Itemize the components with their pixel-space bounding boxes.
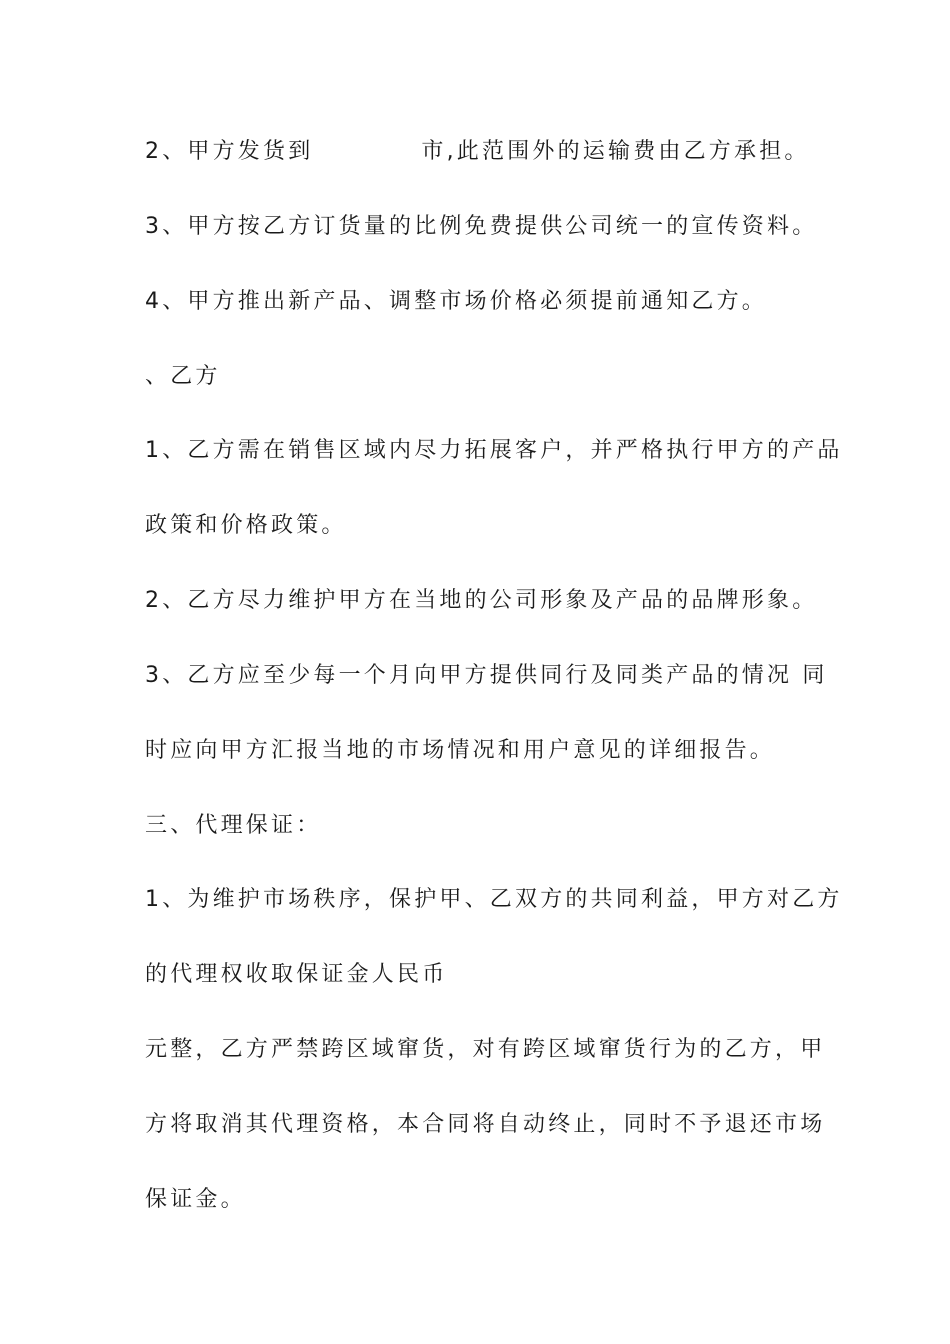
clause-g1-line2: 的代理权收取保证金人民币 (145, 962, 448, 987)
clause-b2: 2、乙方尽力维护甲方在当地的公司形象及产品的品牌形象。 (145, 588, 818, 613)
clause-b3-line1: 3、乙方应至少每一个月向甲方提供同行及同类产品的情况 同 (145, 663, 828, 688)
section-agency-guarantee-heading: 三、代理保证： (145, 813, 322, 838)
clause-g1-line1: 1、为维护市场秩序，保护甲、乙双方的共同利益，甲方对乙方 (145, 887, 843, 912)
clause-g1-line5: 保证金。 (145, 1187, 246, 1212)
section-party-b-heading: 、乙方 (145, 364, 221, 389)
clause-g1-line3: 元整，乙方严禁跨区域窜货，对有跨区域窜货行为的乙方，甲 (145, 1037, 826, 1062)
clause-new-products: 4、甲方推出新产品、调整市场价格必须提前通知乙方。 (145, 289, 767, 314)
clause-delivery-start: 2、甲方发货到 (145, 139, 314, 164)
clause-delivery (145, 137, 810, 167)
clause-delivery-end: 市,此范围外的运输费由乙方承担。 (421, 139, 810, 164)
clause-b1-line2: 政策和价格政策。 (145, 513, 347, 538)
clause-b1-line1: 1、乙方需在销售区域内尽力拓展客户，并严格执行甲方的产品 (145, 438, 843, 463)
clause-b3-line2: 时应向甲方汇报当地的市场情况和用户意见的详细报告。 (145, 738, 776, 763)
clause-promo-materials: 3、甲方按乙方订货量的比例免费提供公司统一的宣传资料。 (145, 214, 818, 239)
clause-g1-line4: 方将取消其代理资格，本合同将自动终止，同时不予退还市场 (145, 1112, 826, 1137)
